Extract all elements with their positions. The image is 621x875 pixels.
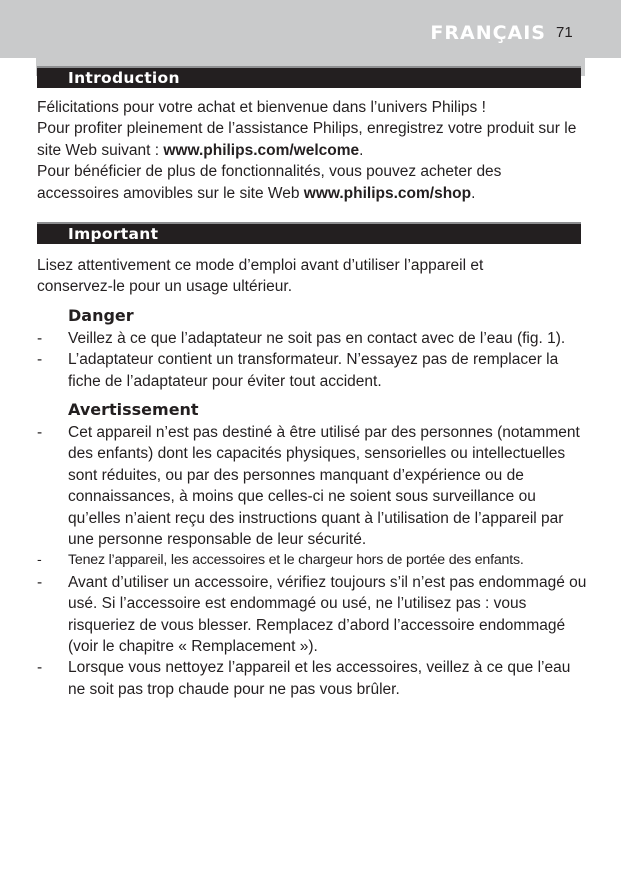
dash: - (37, 351, 43, 369)
section-title-important: Important (68, 225, 159, 243)
list-item (37, 550, 587, 571)
header-notch-right (585, 58, 621, 76)
dash: - (37, 659, 43, 677)
welcome-link[interactable]: www.philips.com/welcome (163, 141, 360, 159)
list-item-text: Avant d’utiliser un accessoire, vérifiez toujours s’il n’est pas endommagé ou usé. Si l’accessoire est endommagé ou usé, ne l’utilisez pas : vous risqueriez de vous blesser. Remplacez d’abord l’accessoire endommagé (voir le chapitre « Remplacement »). (68, 573, 587, 656)
intro-line-3-end: . (471, 184, 476, 202)
list-item-text: Tenez l’appareil, les accessoires et le chargeur hors de portée des enfants. (68, 552, 524, 569)
list-item-text: L’adaptateur contient un transformateur. N’essayez pas de remplacer la fiche de l’adaptateur pour éviter tout accident. (68, 351, 559, 390)
list-item (37, 349, 587, 392)
page-number: 71 (556, 24, 573, 41)
language-label: FRANÇAIS (430, 22, 546, 44)
intro-line-1: Félicitations pour votre achat et bienvenue dans l’univers Philips ! (37, 99, 486, 116)
introduction-text (37, 97, 587, 204)
shop-link[interactable]: www.philips.com/shop (303, 184, 472, 202)
intro-line-2-end: . (359, 141, 364, 159)
list-item-text: Cet appareil n’est pas destiné à être utilisé par des personnes (notamment des enfants) dont les capacités physiques, sensorielles ou intellectuelles sont réduites, ou par des personnes manquant d’expérience ou de connaissances, à moins que celles-ci ne soient sous surveillance ou qu’elles n’aient reçu des instructions quant à l’utilisation de l’appareil par une personne responsable de leur sécurité. (68, 424, 580, 549)
dash: - (37, 552, 42, 569)
list-item-text: Veillez à ce que l’adaptateur ne soit pas en contact avec de l’eau (fig. 1). (68, 330, 566, 347)
intro-line-3 (37, 161, 587, 204)
list-item (37, 422, 587, 550)
intro-line-2 (37, 118, 587, 161)
important-intro: Lisez attentivement ce mode d’emploi avant d’utiliser l’appareil et conservez-le pour un usage ultérieur. (37, 257, 484, 296)
list-item (37, 328, 587, 349)
dash: - (37, 330, 43, 347)
intro-line-2-text: Pour profiter pleinement de l’assistance Philips, enregistrez votre produit sur le site Web suivant : (37, 120, 577, 159)
section-bar-important (37, 222, 581, 244)
list-item-text: Lorsque vous nettoyez l’appareil et les accessoires, veillez à ce que l’eau ne soit pas trop chaude pour ne pas vous brûler. (68, 659, 571, 698)
dash: - (37, 573, 43, 591)
section-bar-introduction (37, 66, 581, 88)
warning-list (37, 422, 587, 700)
dash: - (37, 424, 43, 441)
list-item (37, 657, 587, 700)
danger-list (37, 328, 587, 392)
intro-line-3-text: Pour bénéficier de plus de fonctionnalités, vous pouvez acheter des accessoires amovibles sur le site Web (37, 163, 502, 202)
list-item (37, 572, 587, 658)
warning-heading: Avertissement (68, 400, 199, 419)
danger-heading: Danger (68, 306, 134, 325)
section-title-introduction: Introduction (68, 69, 180, 87)
header-notch-left (0, 58, 36, 76)
